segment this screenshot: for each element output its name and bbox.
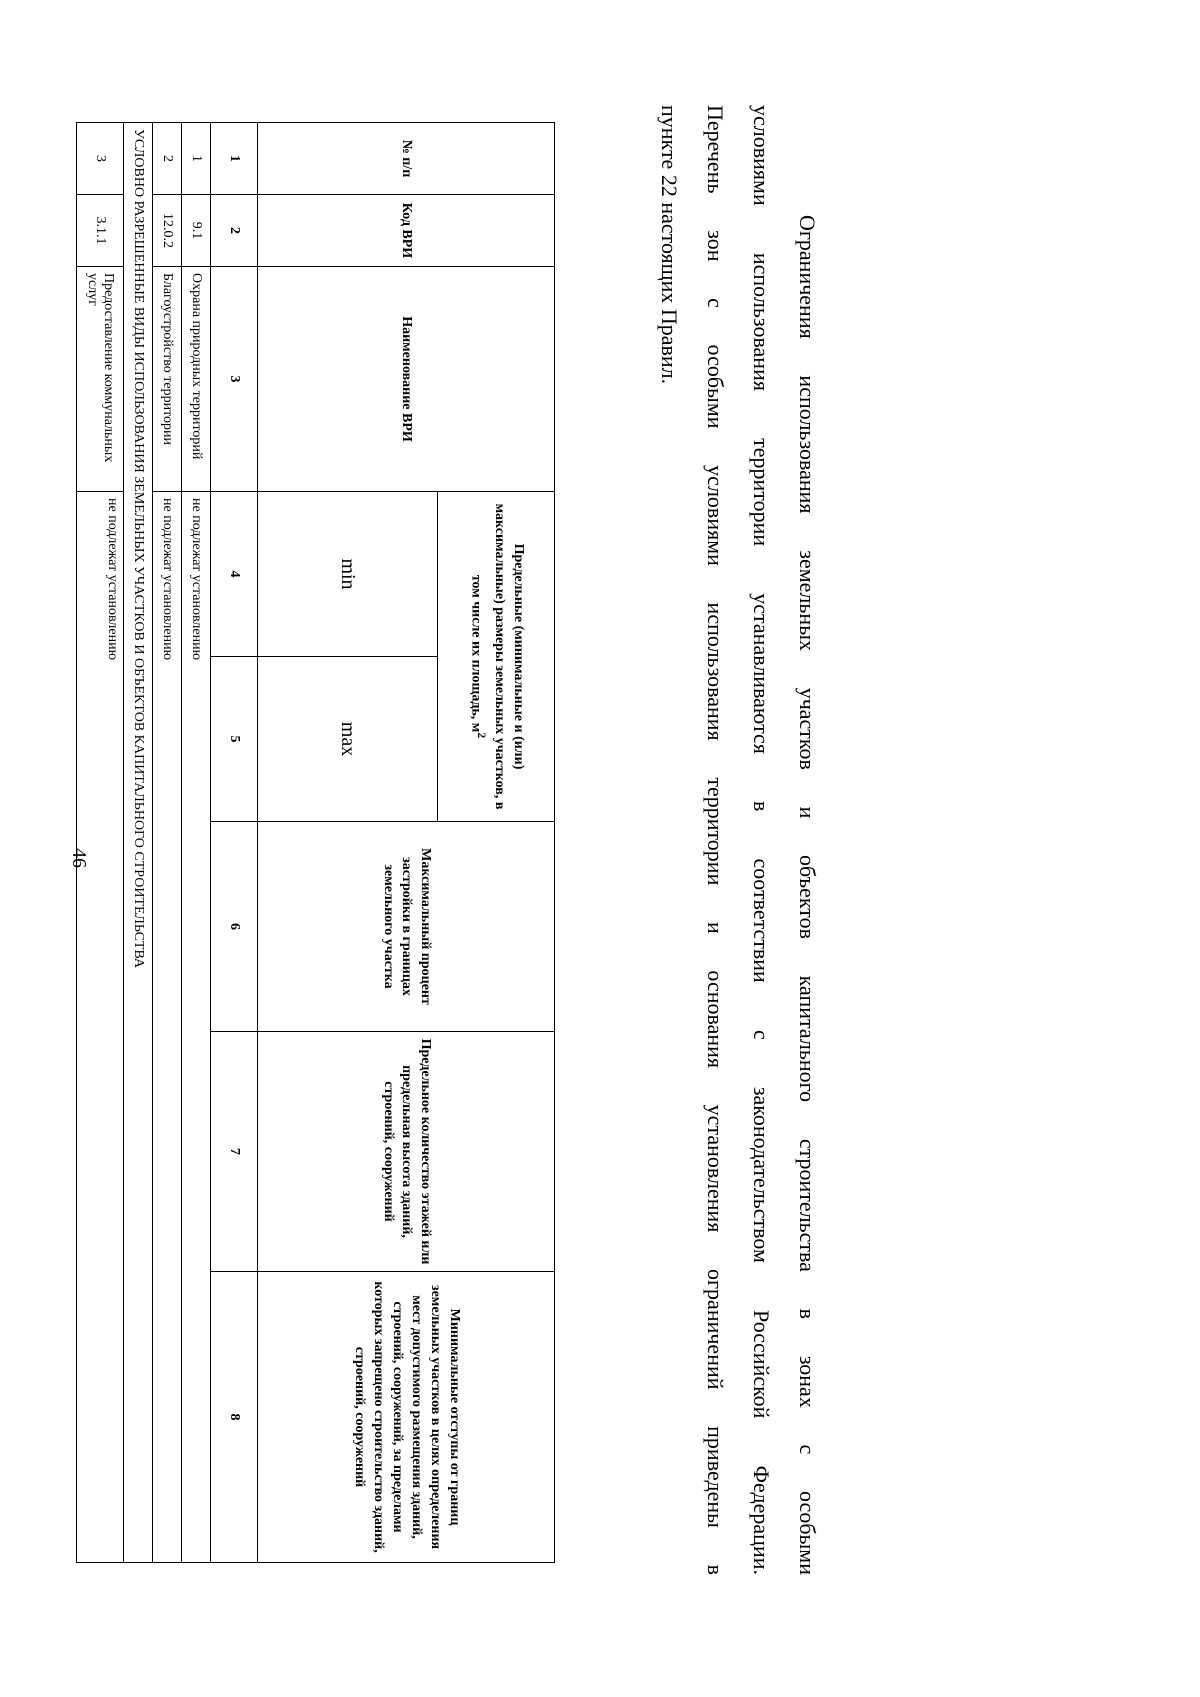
header-max-percent: Максимальный процент застройки в границах земельного участка [258,822,555,1032]
row-value: не подлежат установлению [153,492,182,1563]
col-number: 5 [211,657,258,822]
header-max: max [258,657,438,822]
col-number: 8 [211,1272,258,1563]
row-name: Благоустройство территории [153,267,182,492]
paragraph-2-line-1: Перечень зон с особыми условиями использования территории и основания установления ограничений приведены в [703,105,728,1575]
row-number: 1 [182,123,211,195]
regulations-table [76,122,555,1563]
header-min: min [258,492,438,657]
paragraph-1-line-2: условиями использования территории устанавливаются в соответствии с законодательством Российской Федерации. [749,105,774,1575]
header-setbacks: Минимальные отступы от границ земельных участков в целях определения мест допустимого размещения зданий, строений, сооружений, за пределами которых запрещено строительство зданий, строений, сооружений [258,1272,555,1563]
col-number: 3 [211,267,258,492]
col-number: 7 [211,1032,258,1272]
row-value: не подлежат установлению [77,492,124,1563]
col-number: 6 [211,822,258,1032]
paragraph-1-line-1: Ограничения использования земельных участков и объектов капитального строительства в зонах с особыми [795,215,820,1575]
table-row [77,123,124,1563]
row-code: 12.0.2 [153,195,182,267]
row-number: 2 [153,123,182,195]
column-numbers-row [211,123,258,1563]
row-code: 3.1.1 [77,195,124,267]
row-number: 3 [77,123,124,195]
header-plot-size-sup: 2 [474,732,488,739]
table-row [153,123,182,1563]
page-number: 46 [68,848,90,868]
section-title: УСЛОВНО РАЗРЕШЕННЫЕ ВИДЫ ИСПОЛЬЗОВАНИЯ ЗЕМЕЛЬНЫХ УЧАСТКОВ И ОБЪЕКТОВ КАПИТАЛЬНОГО СТРОИТЕЛЬСТВА [124,123,153,1563]
header-number: № п/п [258,123,555,195]
header-name: Наименование ВРИ [258,267,555,492]
header-floors: Предельное количество этажей или предельная высота зданий, строений, сооружений [258,1032,555,1272]
table-row [182,123,211,1563]
row-code: 9.1 [182,195,211,267]
header-plot-size-text: Предельные (минимальные и (или) максимальные) размеры земельных участков, в том числе их площадь, м [468,503,526,810]
row-name: Охрана природных территорий [182,267,211,492]
col-number: 4 [211,492,258,657]
header-row-1 [438,123,555,1563]
paragraph-2-line-2: пункте 22 настоящих Правил. [657,105,682,385]
row-name: Предоставление коммунальных услуг [77,267,124,492]
col-number: 1 [211,123,258,195]
col-number: 2 [211,195,258,267]
header-plot-size [438,492,555,822]
row-value: не подлежат установлению [182,492,211,1563]
section-row [124,123,153,1563]
header-code: Код ВРИ [258,195,555,267]
